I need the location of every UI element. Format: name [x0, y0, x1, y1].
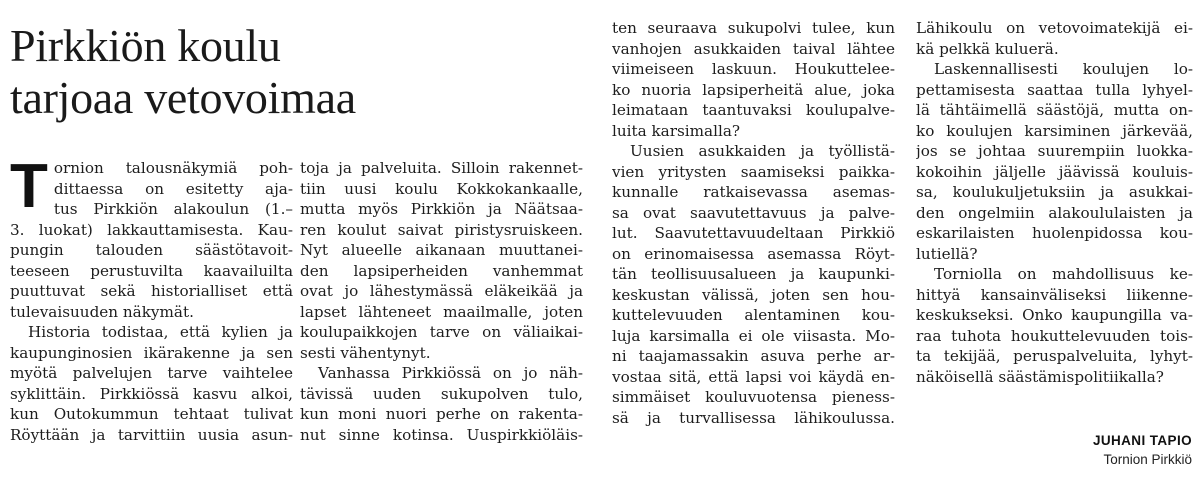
text-line: sa, koulukuljetuksiin ja asukkai-	[916, 183, 1193, 201]
text-line: Laskennallisesti koulujen lo-	[934, 60, 1193, 78]
text-line: teeseen perustuvilta kaavailuilta	[10, 261, 293, 280]
text-line: lutiellä?	[916, 244, 978, 263]
text-line: ko nuoria lapsiperheitä alue, joka	[612, 80, 895, 99]
text-line: sesti vähentynyt.	[300, 343, 431, 362]
text-line: simmäiset kouluvuotensa pieness-	[612, 388, 895, 406]
text-line: lapset lähteneet maailmalle, joten	[300, 302, 583, 321]
article-column-4	[916, 18, 1193, 387]
text-line: vostaa sitä, että lapsi voi käydä en-	[612, 367, 895, 386]
text-line: puuttuvat sekä historialliset että	[10, 282, 293, 300]
text-line: dittaessa on esitetty aja-	[53, 179, 293, 198]
text-line: toja ja palveluita. Silloin rakennet-	[300, 159, 583, 177]
drop-cap: T	[10, 158, 48, 220]
text-line: tiin uusi koulu Kokkokankaalle,	[300, 179, 583, 198]
text-line: ta tekijää, peruspalveluita, lyhyt-	[916, 347, 1193, 365]
article-column-2	[300, 158, 583, 445]
text-line: keskustan välissä, joten sen hou-	[612, 285, 895, 304]
lead-paragraph-opening	[10, 158, 293, 220]
text-line: den ongelmiin alakoululaisten ja	[916, 203, 1193, 222]
article-headline	[10, 20, 590, 124]
text-line: lut. Saavutettavuudeltaan Pirkkiö	[612, 224, 895, 242]
text-line: viimeiseen laskuun. Houkutteleе-	[612, 60, 895, 78]
text-line: kunnalle ratkaisevassa asemas-	[612, 183, 895, 201]
text-line: Röyttään ja tarvittiin uusia asun-	[10, 425, 293, 444]
text-line: ten seuraava sukupolvi tulee, kun	[612, 19, 895, 37]
text-line: luita karsimalla?	[612, 121, 741, 140]
text-line: syklittäin. Pirkkiössä kasvu alkoi,	[10, 384, 293, 403]
text-line: den lapsiperheiden vanhemmat	[300, 261, 583, 280]
text-line: ni taajamassakin asuva perhe ar-	[612, 347, 895, 365]
text-line: Nyt alueelle aikanaan muuttanei-	[300, 241, 583, 259]
text-line: kokoihin jäljelle jäävissä kouluis-	[916, 162, 1193, 181]
text-line: Vanhassa Pirkkiössä on jo näh-	[318, 364, 583, 382]
text-line: näköisellä säästämispolitiikalla?	[916, 367, 1164, 386]
text-line: kaupunginosien ikärakenne ja sen	[10, 343, 293, 362]
text-line: sä ja turvallisessa lähikoulussa.	[612, 408, 895, 427]
text-line: vien yritysten saamiseksi paikka-	[612, 162, 895, 181]
text-line: tävissä uuden sukupolven tulo,	[300, 384, 583, 403]
text-line: pungin talouden säästötavoit-	[10, 241, 293, 259]
text-line: leimataan taantuvaksi koulupalve-	[612, 101, 895, 119]
text-line: eskarilaisten huolenpidossa kou-	[916, 224, 1193, 242]
text-line: ren koulut saivat piristysruiskeen.	[300, 220, 583, 239]
text-line: keskukseksi. Onko kaupungilla va-	[916, 306, 1193, 324]
text-line: lä tähtäimellä säästöjä, mutta on-	[916, 101, 1193, 119]
text-line: pettamisesta saattaa tulla lyhyel-	[916, 80, 1193, 99]
headline-line-1: Pirkkiön koulu	[10, 20, 281, 71]
article-signature	[1093, 431, 1192, 469]
text-line: Lähikoulu on vetovoimatekijä ei-	[916, 19, 1193, 37]
text-line: Uusien asukkaiden ja työllistä-	[630, 142, 895, 160]
text-line: on erinomaisessa asemassa Röyt-	[612, 244, 895, 263]
text-line: vanhojen asukkaiden taival lähtee	[612, 39, 895, 58]
text-line: hittyä kansainväliseksi liikenne-	[916, 285, 1193, 304]
text-line: tän teollisuusalueen ja kaupunki-	[612, 265, 895, 283]
text-line: tulevaisuuden näkymät.	[10, 302, 194, 321]
text-line: jos se johtaa suurempiin luokka-	[916, 142, 1193, 160]
text-line: kuttelevuuden alentaminen kou-	[612, 306, 895, 324]
text-line: Torniolla on mahdollisuus ke-	[934, 265, 1193, 283]
text-line: luja karsimalla ei ole viisasta. Mo-	[612, 326, 895, 345]
author-name: JUHANI TAPIO	[1092, 433, 1192, 448]
text-line: kä pelkkä kuluerä.	[916, 39, 1059, 58]
text-line: kun Outokummun tehtaat tulivat	[10, 405, 293, 423]
headline-line-2: tarjoaa vetovoimaa	[10, 72, 356, 123]
text-line: kun moni nuori perhe on rakenta-	[300, 405, 583, 423]
text-line: myötä palvelujen tarve vaihtelee	[10, 364, 293, 382]
text-line: ornion talousnäkymiä poh-	[53, 159, 293, 177]
text-line: ko koulujen karsiminen järkevää,	[916, 121, 1193, 140]
article-column-3	[612, 18, 895, 428]
text-line: ovat jo lähestymässä eläkeikää ja	[300, 282, 583, 300]
text-line: mutta myös Pirkkiön ja Näätsaa-	[300, 200, 583, 218]
author-location: Tornion Pirkkiö	[1103, 452, 1192, 467]
text-line: sa ovat saavutettavuus ja palve-	[612, 203, 895, 222]
text-line: raa tuhota houkuttelevuuden tois-	[916, 326, 1193, 345]
text-line: nut sinne kotinsa. Uuspirkkiöläis-	[300, 425, 583, 444]
text-line: 3. luokat) lakkauttamisesta. Kau-	[10, 220, 293, 239]
text-line: tus Pirkkiön alakoulun (1.–	[53, 200, 293, 218]
text-line: koulupaikkojen tarve on väliaikai-	[300, 323, 583, 341]
article-column-1	[10, 158, 293, 445]
text-line: Historia todistaa, että kylien ja	[28, 323, 293, 341]
